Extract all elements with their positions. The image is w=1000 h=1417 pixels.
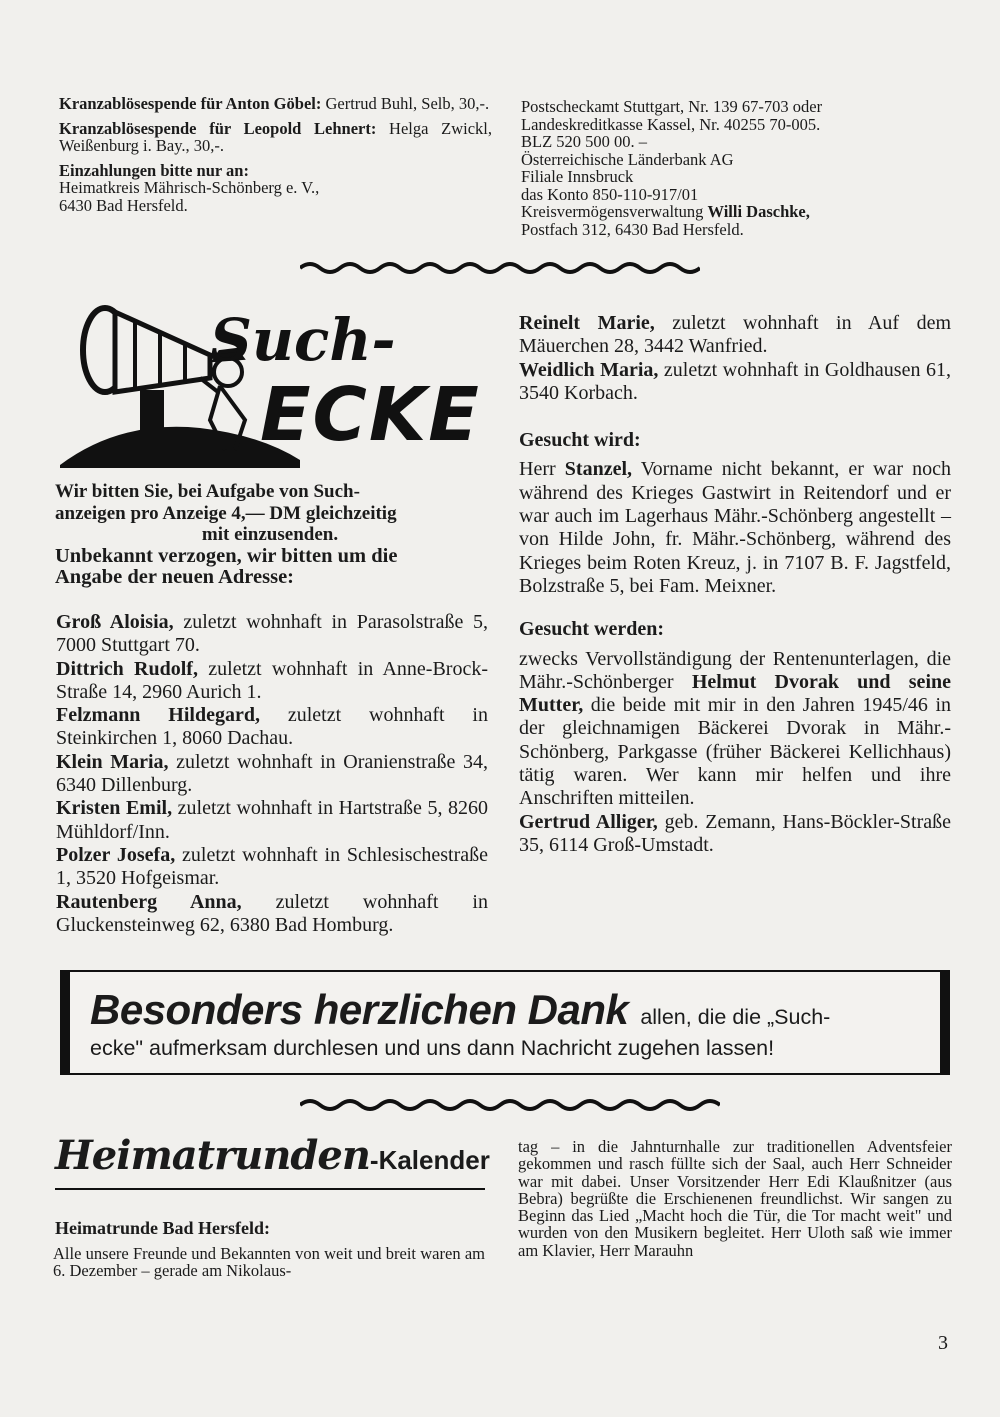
entry-kristen: Kristen Emil, zuletzt wohnhaft in Hartstraße 5, 8260 Mühldorf/Inn.: [56, 797, 489, 843]
logo-word-such: Such-: [210, 306, 396, 374]
page-number: 3: [938, 1332, 948, 1354]
wavy-divider-bottom: [300, 1097, 720, 1113]
kalender-title: [55, 1132, 490, 1179]
entry-polzer: Polzer Josefa, zuletzt wohnhaft in Schlesischestraße 1, 3520 Hofgeismar.: [56, 843, 488, 890]
entry-weidlich: Weidlich Maria, zuletzt wohnhaft in Goldhausen 61, 3540 Korbach.: [519, 358, 951, 404]
megaphone-icon: [83, 308, 210, 445]
logo-word-ecke: ECKE: [260, 372, 481, 458]
gesucht-werden-text: zwecks Vervollständigung der Rentenunterlagen, die Mähr.-Schönberger Helmut Dvorak und seine Mutter, die beide mit mir in den Jahren 1945/46 in der gleichnamigen Bäckerei Dvorak in Mähr.-Schönberg, Parkgasse (früher Bäckerei Kellichhaus) tätig waren. Wer kann mir helfen und ihre Anschriften mitteilen.: [519, 647, 951, 810]
dank-line-2: ecke" aufmerksam durchlesen und uns dann Nachricht zugehen lassen!: [90, 1036, 775, 1060]
kranz-lehnert: Kranzablösespende für Leopold Lehnert: Helga Zwickl, Weißenburg i. Bay., 30,-.: [59, 118, 492, 155]
gesucht-wird-text: Herr Stanzel, Vorname nicht bekannt, er war noch während des Krieges Gastwirt in Reitendorf und er war auch im Lagerhaus Mähr.-Schönberg angestellt – von Hilde John, fr. Mähr.-Schönberg, während des Krieges beim Roten Kreuz, j. in 7107 B. F. Jagstfeld, Bolzstraße 5, bei Fam. Meixner.: [519, 458, 952, 597]
bank-details: Postscheckamt Stuttgart, Nr. 139 67-703 oder Landeskreditkasse Kassel, Nr. 40255 70-005. BLZ 520 500 00. – Österreichische Länderbank AG Filiale Innsbruck das Konto 850-110-917/01 Kreisvermögensverwaltung Willi Daschke, Postfach 312, 6430 Bad Hersfeld.: [521, 97, 823, 239]
gesucht-wird-heading: Gesucht wird:: [519, 429, 641, 452]
notice-line-1: Wir bitten Sie, bei Aufgabe von Such-: [55, 481, 360, 502]
entry-reinelt: Reinelt Marie, zuletzt wohnhaft in Auf dem Mäuerchen 28, 3442 Wanfried.: [519, 312, 952, 358]
left-entries: [56, 611, 488, 937]
dank-headline: Besonders herzlichen Dank: [90, 986, 629, 1033]
notice-line-5: Angabe der neuen Adresse:: [55, 566, 294, 588]
notice-line-2: anzeigen pro Anzeige 4,— DM gleichzeitig: [55, 502, 397, 524]
notice-block: [55, 481, 485, 589]
entry-klein: Klein Maria, zuletzt wohnhaft in Oranienstraße 34, 6340 Dillenburg.: [56, 750, 489, 797]
kalender-right-text: tag – in die Jahnturnhalle zur traditionellen Adventsfeier gekommen und rasch füllte sich der Saal, auch Herr Schneider war mit dabei. Unser Vorsitzender Herr Edi Klaußnitzer (aus Bebra) begrüßte die Erschienenen freundlichst. Wir sangen zu Beginn das Lied „Macht hoch die Tür, die Tor macht weit" und wurden von den Musikern begleitet. Herr Uloth saß wie immer am Klavier, Herr Marauhn: [518, 1137, 952, 1260]
entry-dittrich: Dittrich Rudolf, zuletzt wohnhaft in Anne-Brock-Straße 14, 2960 Aurich 1.: [56, 657, 488, 703]
notice-line-3: mit einzusenden.: [201, 524, 339, 545]
top-left-block: [59, 95, 492, 221]
dank-box: [60, 970, 950, 1075]
entry-felzmann: Felzmann Hildegard, zuletzt wohnhaft in Steinkirchen 1, 8060 Dachau.: [56, 704, 488, 750]
top-right-block: [521, 98, 961, 238]
right-column: [519, 312, 951, 857]
kalender-heading: Heimatrunde Bad Hersfeld:: [55, 1218, 270, 1238]
such-ecke-logo: [60, 300, 490, 470]
gesucht-werden-signature: Gertrud Alliger, geb. Zemann, Hans-Böckler-Straße 35, 6114 Groß-Umstadt.: [519, 810, 951, 856]
kalender-title-sub: -Kalender: [369, 1145, 490, 1175]
kalender-rule: [55, 1188, 485, 1190]
gesucht-werden-heading: Gesucht werden:: [519, 618, 664, 641]
kranz-goebel: Kranzablösespende für Anton Göbel: Gertrud Buhl, Selb, 30,-.: [59, 94, 490, 113]
entry-rautenberg: Rautenberg Anna, zuletzt wohnhaft in Gluckensteinweg 62, 6380 Bad Homburg.: [56, 890, 488, 936]
kalender-title-main: Heimatrunden: [55, 1132, 370, 1179]
entry-gross: Groß Aloisia, zuletzt wohnhaft in Parasolstraße 5, 7000 Stuttgart 70.: [56, 611, 488, 657]
einzahlungen: Einzahlungen bitte nur an: Heimatkreis Mährisch-Schönberg e. V., 6430 Bad Hersfeld.: [59, 160, 320, 215]
kalender-left-text: Alle unsere Freunde und Bekannten von weit und breit waren am 6. Dezember – gerade am Nikolaus-: [53, 1244, 485, 1281]
dank-line-1: Besonders herzlichen Dank allen, die die „Such-: [90, 986, 831, 1033]
wavy-divider-top: [300, 260, 700, 276]
notice-line-4: Unbekannt verzogen, wir bitten um die: [55, 544, 398, 567]
